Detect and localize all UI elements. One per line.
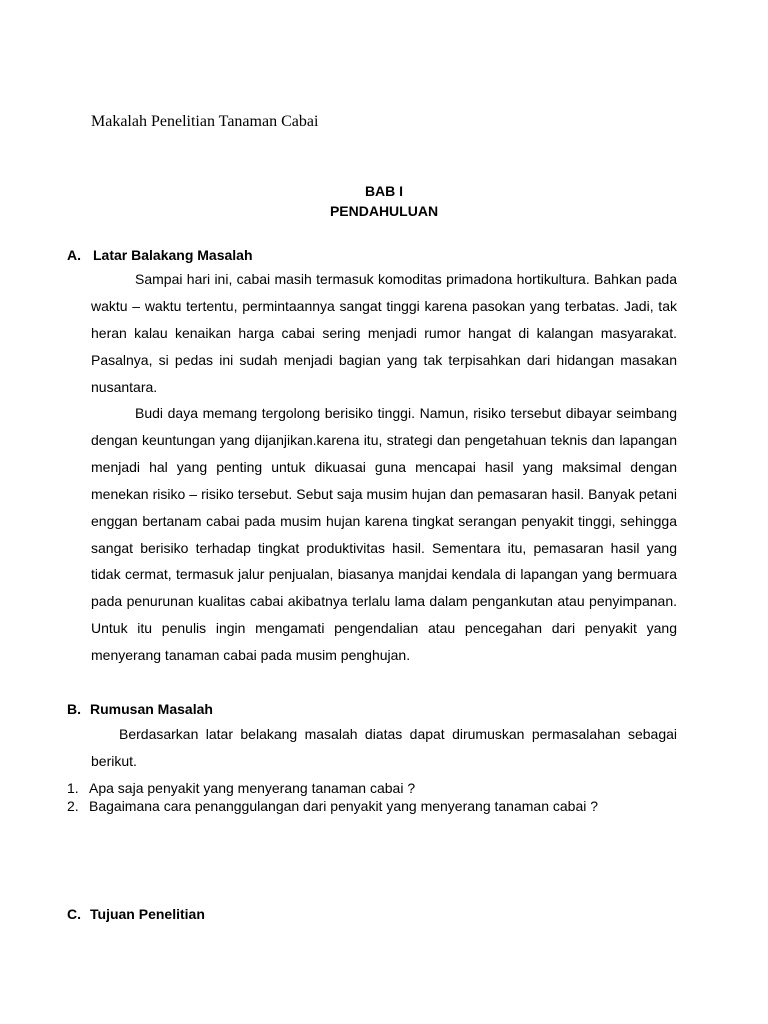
paragraph-latar-2: Budi daya memang tergolong berisiko tinggi. Namun, risiko tersebut dibayar seimbang dengan keuntungan yang dijanjikan.karena itu, strategi dan pengetahuan teknis dan lapangan menjadi hal yang penting untuk dikuasai guna mencapai hasil yang maksimal dengan menekan risiko – risiko tersebut. Sebut saja musim hujan dan pemasaran hasil. Banyak petani enggan bertanam cabai pada musim hujan karena tingkat serangan penyakit tinggi, sehingga sangat berisiko terhadap tingkat produktivitas hasil. Sementara itu, pemasaran hasil yang tidak cermat, termasuk jalur penjualan, biasanya manjdai kendala di lapangan yang bermuara pada penurunan kualitas cabai akibatnya terlalu lama dalam pengankutan atau penyimpanan. Untuk itu penulis ingin mengamati pengendalian atau pencegahan dari penyakit yang menyerang tanaman cabai pada musim penghujan. — [91, 405, 677, 664]
list-item-number: 1. — [67, 780, 79, 796]
section-letter: C. — [67, 906, 81, 922]
list-item-number: 2. — [67, 798, 79, 814]
list-item-text: Apa saja penyakit yang menyerang tanaman cabai ? — [89, 780, 416, 796]
paragraph-latar-1: Sampai hari ini, cabai masih termasuk komoditas primadona hortikultura. Bahkan pada waktu – waktu tertentu, permintaannya sangat tinggi karena pasokan yang terbatas. Jadi, tak heran kalau kenaikan harga cabai sering menjadi rumor hangat di kalangan masyarakat. Pasalnya, si pedas ini sudah menjadi bagian yang tak terpisahkan dari hidangan masakan nusantara. — [91, 271, 677, 395]
section-title: Tujuan Penelitian — [90, 906, 205, 922]
chapter-name: PENDAHULUAN — [329, 203, 439, 219]
section-heading-rumusan — [67, 699, 213, 719]
section-letter: A. — [67, 247, 81, 263]
document-title: Makalah Penelitian Tanaman Cabai — [91, 113, 319, 130]
section-heading-latar-belakang — [67, 245, 253, 265]
question-list — [67, 779, 598, 815]
list-item — [67, 779, 598, 797]
section-heading-tujuan — [67, 904, 205, 924]
chapter-number: BAB I — [364, 183, 404, 199]
section-title: Rumusan Masalah — [90, 701, 213, 717]
section-title: Latar Balakang Masalah — [93, 247, 253, 263]
list-item — [67, 797, 598, 815]
section-letter: B. — [67, 701, 81, 717]
list-item-text: Bagaimana cara penanggulangan dari penyakit yang menyerang tanaman cabai ? — [89, 798, 599, 814]
paragraph-rumusan: Berdasarkan latar belakang masalah diatas dapat dirumuskan permasalahan sebagai berikut. — [91, 726, 677, 769]
